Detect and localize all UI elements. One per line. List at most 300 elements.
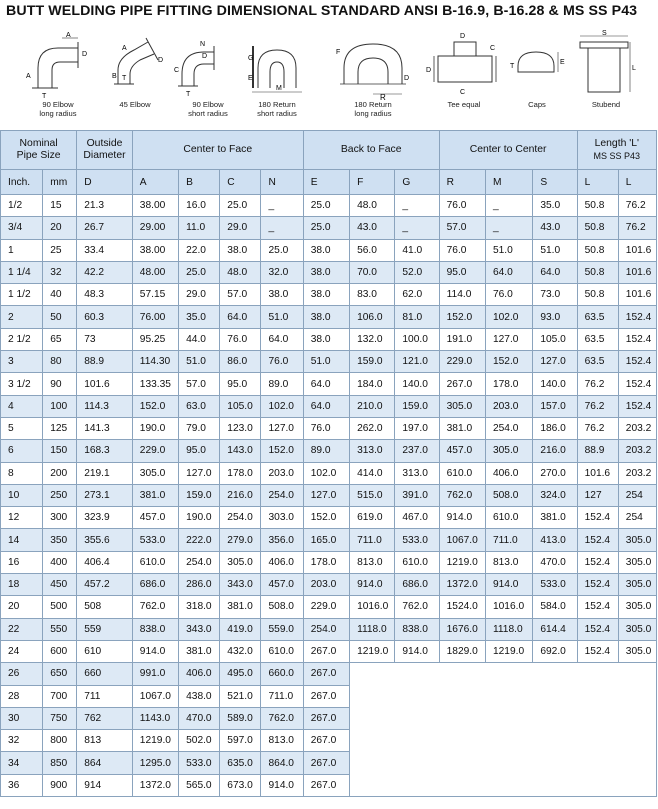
table-cell: 267.0: [303, 640, 349, 662]
table-cell: 64.0: [485, 261, 532, 283]
table-cell: 76.0: [303, 417, 349, 439]
table-cell: 305.0: [220, 551, 261, 573]
table-cell: 12: [1, 507, 43, 529]
table-cell: 711.0: [261, 685, 303, 707]
cap-icon: [508, 28, 566, 100]
column-header: M: [485, 170, 532, 195]
center-to-face-header: Center to Face: [132, 131, 303, 170]
table-cell: 40: [43, 284, 77, 306]
table-cell: 10: [1, 484, 43, 506]
table-cell: 762: [77, 707, 133, 729]
table-cell: 305.0: [618, 574, 656, 596]
table-cell: 914.0: [485, 574, 532, 596]
table-cell: 83.0: [350, 284, 395, 306]
table-cell: 838.0: [132, 618, 178, 640]
table-cell: 4: [1, 395, 43, 417]
table-cell: 52.0: [395, 261, 439, 283]
table-cell: 313.0: [350, 440, 395, 462]
table-cell: 381.0: [533, 507, 577, 529]
table-cell: 20: [43, 217, 77, 239]
table-cell: 1219.0: [485, 640, 532, 662]
table-cell: 711.0: [485, 529, 532, 551]
table-row: [1, 484, 657, 506]
table-cell: 51.0: [303, 351, 349, 373]
table-cell: 597.0: [220, 730, 261, 752]
table-row: [1, 618, 657, 640]
table-cell: 152.4: [577, 574, 618, 596]
table-row: [1, 574, 657, 596]
table-cell: 203.2: [618, 417, 656, 439]
table-row: [1, 306, 657, 328]
table-cell: 254.0: [303, 618, 349, 640]
svg-text:D: D: [158, 57, 164, 64]
elbow-90-long-radius-figure: [22, 28, 94, 130]
table-cell: 813.0: [261, 730, 303, 752]
table-cell: 38.00: [132, 239, 178, 261]
table-cell: 127.0: [261, 417, 303, 439]
table-cell: 610.0: [261, 640, 303, 662]
table-cell: 88.9: [577, 440, 618, 462]
figure-caption: 180 Return: [354, 100, 392, 109]
table-cell: 48.0: [350, 195, 395, 217]
table-cell: 44.0: [179, 328, 220, 350]
table-cell: 51.0: [485, 239, 532, 261]
table-cell: 123.0: [220, 417, 261, 439]
table-cell: 1067.0: [132, 685, 178, 707]
table-cell: 914.0: [132, 640, 178, 662]
table-cell: 470.0: [179, 707, 220, 729]
table-cell: 57.15: [132, 284, 178, 306]
svg-text:L: L: [632, 65, 636, 72]
table-cell: _: [485, 195, 532, 217]
table-cell: 50.8: [577, 261, 618, 283]
table-cell: 100.0: [395, 328, 439, 350]
table-cell: 127.0: [485, 328, 532, 350]
table-cell: 88.9: [77, 351, 133, 373]
table-cell: 38.0: [303, 284, 349, 306]
table-cell: 29.0: [179, 284, 220, 306]
column-header: L: [618, 170, 656, 195]
table-cell: 76.0: [485, 284, 532, 306]
table-cell: 457.0: [132, 507, 178, 529]
column-header: C: [220, 170, 261, 195]
table-cell: 267.0: [303, 774, 349, 796]
table-cell: 254.0: [261, 484, 303, 506]
table-cell: 438.0: [179, 685, 220, 707]
table-row: [1, 284, 657, 306]
table-cell: 254: [618, 484, 656, 506]
table-cell: 28: [1, 685, 43, 707]
stubend-figure: [570, 28, 642, 130]
column-header: B: [179, 170, 220, 195]
elbow-90-short-radius-icon: [172, 28, 244, 100]
table-cell: 1829.0: [439, 640, 485, 662]
column-header: A: [132, 170, 178, 195]
table-cell: 93.0: [533, 306, 577, 328]
table-cell: 864.0: [261, 752, 303, 774]
table-cell: 711: [77, 685, 133, 707]
table-cell: 178.0: [220, 462, 261, 484]
center-to-center-header: Center to Center: [439, 131, 577, 170]
table-cell: 1067.0: [439, 529, 485, 551]
table-cell: 48.3: [77, 284, 133, 306]
table-cell: 457.2: [77, 574, 133, 596]
table-cell: 80: [43, 351, 77, 373]
table-cell: 318.0: [179, 596, 220, 618]
table-cell: 32: [43, 261, 77, 283]
table-cell: 20: [1, 596, 43, 618]
table-cell: 356.0: [261, 529, 303, 551]
table-cell: 850: [43, 752, 77, 774]
table-cell: 2 1/2: [1, 328, 43, 350]
table-cell: 152.0: [485, 351, 532, 373]
table-cell: 565.0: [179, 774, 220, 796]
table-cell: 57.0: [439, 217, 485, 239]
table-cell: 686.0: [395, 574, 439, 596]
figure-caption: 90 Elbow: [42, 100, 74, 109]
table-cell: 229.0: [303, 596, 349, 618]
table-cell: 43.0: [533, 217, 577, 239]
table-cell: 400: [43, 551, 77, 573]
table-cell: 57.0: [220, 284, 261, 306]
tee-equal-figure: [424, 28, 504, 130]
table-cell: 127.0: [303, 484, 349, 506]
svg-text:E: E: [248, 75, 253, 82]
table-cell: 132.0: [350, 328, 395, 350]
table-cell: 1372.0: [439, 574, 485, 596]
table-cell: 11.0: [179, 217, 220, 239]
table-cell: 76.0: [220, 328, 261, 350]
table-cell: 152.0: [132, 395, 178, 417]
table-cell: 619.0: [350, 507, 395, 529]
table-cell: 237.0: [395, 440, 439, 462]
table-cell: 38.0: [303, 239, 349, 261]
table-cell: 521.0: [220, 685, 261, 707]
return-180-short-radius-icon: [246, 28, 308, 100]
svg-text:F: F: [336, 49, 341, 56]
table-cell: 25.0: [303, 195, 349, 217]
table-cell: 381.0: [439, 417, 485, 439]
table-cell: 38.0: [261, 284, 303, 306]
table-cell: 190.0: [132, 417, 178, 439]
table-cell: 3: [1, 351, 43, 373]
figure-caption: short radius: [257, 109, 297, 118]
table-cell: 24: [1, 640, 43, 662]
table-row: [1, 640, 657, 662]
table-cell: 229.0: [132, 440, 178, 462]
return-180-long-radius-figure: [330, 28, 416, 130]
table-cell: 600: [43, 640, 77, 662]
table-cell: 254.0: [485, 417, 532, 439]
table-cell: 32: [1, 730, 43, 752]
table-cell: 1 1/4: [1, 261, 43, 283]
table-row: [1, 261, 657, 283]
figure-caption: long radius: [354, 109, 392, 118]
svg-text:R: R: [380, 93, 386, 100]
table-cell: 35.0: [533, 195, 577, 217]
table-cell: 50: [43, 306, 77, 328]
column-header: E: [303, 170, 349, 195]
table-cell: 614.4: [533, 618, 577, 640]
table-cell: 29.0: [220, 217, 261, 239]
table-cell: 700: [43, 685, 77, 707]
table-cell: 914.0: [261, 774, 303, 796]
figure-caption: long radius: [39, 109, 77, 118]
table-cell: 22: [1, 618, 43, 640]
table-cell: 711.0: [350, 529, 395, 551]
table-cell: 414.0: [350, 462, 395, 484]
table-cell: 152.4: [577, 507, 618, 529]
table-cell: 305.0: [618, 596, 656, 618]
table-cell: 762.0: [439, 484, 485, 506]
table-cell: 140.0: [395, 373, 439, 395]
table-cell: 14: [1, 529, 43, 551]
table-cell: 559.0: [261, 618, 303, 640]
table-cell: 152.0: [261, 440, 303, 462]
return-180-short-radius-figure: [246, 28, 308, 130]
table-cell: 323.9: [77, 507, 133, 529]
table-cell: 1524.0: [439, 596, 485, 618]
table-cell: 305.0: [439, 395, 485, 417]
table-cell: 95.0: [179, 440, 220, 462]
table-cell: 38.0: [303, 328, 349, 350]
table-cell: 133.35: [132, 373, 178, 395]
table-cell: 650: [43, 663, 77, 685]
table-cell: 95.25: [132, 328, 178, 350]
table-cell: 457.0: [439, 440, 485, 462]
table-cell: 508: [77, 596, 133, 618]
table-cell: 305.0: [618, 640, 656, 662]
table-cell: 152.4: [577, 640, 618, 662]
table-cell: 254: [618, 507, 656, 529]
table-cell: 143.0: [220, 440, 261, 462]
table-cell: 64.0: [220, 306, 261, 328]
table-cell: 76.2: [618, 217, 656, 239]
table-cell: 41.0: [395, 239, 439, 261]
table-cell: 168.3: [77, 440, 133, 462]
table-cell: 26: [1, 663, 43, 685]
table-cell: 381.0: [132, 484, 178, 506]
table-cell: 57.0: [179, 373, 220, 395]
table-cell: 273.1: [77, 484, 133, 506]
table-cell: 70.0: [350, 261, 395, 283]
table-cell: 762.0: [261, 707, 303, 729]
column-header: S: [533, 170, 577, 195]
table-cell: 313.0: [395, 462, 439, 484]
table-cell: 813: [77, 730, 133, 752]
column-header: mm: [43, 170, 77, 195]
table-cell: 254.0: [220, 507, 261, 529]
svg-text:C: C: [174, 67, 180, 74]
table-cell: 3 1/2: [1, 373, 43, 395]
table-row: [1, 596, 657, 618]
table-row: [1, 217, 657, 239]
svg-text:B: B: [112, 73, 117, 80]
table-cell: 203.0: [303, 574, 349, 596]
table-cell: 114.0: [439, 284, 485, 306]
table-cell: 63.5: [577, 328, 618, 350]
table-cell: 5: [1, 417, 43, 439]
table-cell: 305.0: [618, 551, 656, 573]
table-cell: 216.0: [220, 484, 261, 506]
table-cell: 95.0: [220, 373, 261, 395]
table-cell: 406.0: [179, 663, 220, 685]
table-cell: 660: [77, 663, 133, 685]
table-cell: 100: [43, 395, 77, 417]
table-cell: 165.0: [303, 529, 349, 551]
table-cell: 25: [43, 239, 77, 261]
table-cell: 125: [43, 417, 77, 439]
table-cell: 178.0: [303, 551, 349, 573]
table-cell: 250: [43, 484, 77, 506]
dimensions-table: [0, 130, 657, 797]
table-cell: 63.5: [577, 306, 618, 328]
table-cell: 1219.0: [132, 730, 178, 752]
table-cell: 1295.0: [132, 752, 178, 774]
table-cell: 406.4: [77, 551, 133, 573]
table-cell: 1219.0: [439, 551, 485, 573]
table-cell: 36: [1, 774, 43, 796]
figure-caption: short radius: [188, 109, 228, 118]
table-cell: 432.0: [220, 640, 261, 662]
table-cell: 381.0: [220, 596, 261, 618]
table-cell: 73.0: [533, 284, 577, 306]
table-cell: 343.0: [179, 618, 220, 640]
svg-text:D: D: [404, 75, 410, 82]
return-180-long-radius-icon: [330, 28, 416, 100]
table-cell: 533.0: [132, 529, 178, 551]
table-row: [1, 417, 657, 439]
table-cell: 127: [577, 484, 618, 506]
table-cell: 34: [1, 752, 43, 774]
table-cell: 48.00: [132, 261, 178, 283]
empty-region: [350, 663, 657, 797]
table-cell: 73: [77, 328, 133, 350]
table-cell: 762.0: [132, 596, 178, 618]
table-row: [1, 373, 657, 395]
fitting-drawings-strip: [0, 28, 658, 130]
length-header: Length 'L' MS SS P43: [577, 131, 656, 170]
table-cell: 152.4: [618, 395, 656, 417]
table-cell: 89.0: [261, 373, 303, 395]
table-cell: 152.4: [577, 551, 618, 573]
table-cell: 2: [1, 306, 43, 328]
table-cell: 186.0: [533, 417, 577, 439]
table-cell: 286.0: [179, 574, 220, 596]
table-cell: 190.0: [179, 507, 220, 529]
table-cell: 76.2: [577, 417, 618, 439]
table-cell: 324.0: [533, 484, 577, 506]
table-row: [1, 507, 657, 529]
table-cell: 79.0: [179, 417, 220, 439]
table-cell: 381.0: [179, 640, 220, 662]
table-cell: 900: [43, 774, 77, 796]
table-cell: 152.0: [303, 507, 349, 529]
table-cell: 584.0: [533, 596, 577, 618]
table-cell: 838.0: [395, 618, 439, 640]
table-cell: 159.0: [350, 351, 395, 373]
table-cell: 686.0: [132, 574, 178, 596]
table-cell: 64.0: [533, 261, 577, 283]
column-header: G: [395, 170, 439, 195]
column-header: Inch.: [1, 170, 43, 195]
table-cell: 127.0: [179, 462, 220, 484]
table-cell: 114.3: [77, 395, 133, 417]
table-cell: 114.30: [132, 351, 178, 373]
table-cell: 63.5: [577, 351, 618, 373]
table-cell: 42.2: [77, 261, 133, 283]
svg-text:S: S: [602, 30, 607, 37]
table-cell: 267.0: [303, 707, 349, 729]
table-cell: 38.0: [303, 306, 349, 328]
table-cell: 76.2: [577, 373, 618, 395]
table-cell: 355.6: [77, 529, 133, 551]
table-cell: 64.0: [303, 395, 349, 417]
table-cell: 38.0: [220, 239, 261, 261]
table-cell: 279.0: [220, 529, 261, 551]
table-cell: 197.0: [395, 417, 439, 439]
table-cell: 303.0: [261, 507, 303, 529]
table-cell: 267.0: [303, 730, 349, 752]
table-cell: 1372.0: [132, 774, 178, 796]
table-cell: 25.0: [179, 261, 220, 283]
table-cell: 610.0: [485, 507, 532, 529]
table-cell: 1143.0: [132, 707, 178, 729]
table-cell: 105.0: [533, 328, 577, 350]
table-row: [1, 462, 657, 484]
table-cell: 559: [77, 618, 133, 640]
table-cell: 391.0: [395, 484, 439, 506]
table-cell: 95.0: [439, 261, 485, 283]
table-cell: 610.0: [395, 551, 439, 573]
svg-text:T: T: [186, 91, 191, 98]
table-cell: 26.7: [77, 217, 133, 239]
table-cell: 38.00: [132, 195, 178, 217]
table-cell: 467.0: [395, 507, 439, 529]
table-cell: 152.4: [618, 306, 656, 328]
column-header: L: [577, 170, 618, 195]
table-cell: 267.0: [303, 663, 349, 685]
table-cell: 152.4: [618, 351, 656, 373]
table-cell: 64.0: [303, 373, 349, 395]
table-cell: 32.0: [261, 261, 303, 283]
table-cell: 63.0: [179, 395, 220, 417]
table-cell: 419.0: [220, 618, 261, 640]
table-cell: 203.0: [261, 462, 303, 484]
table-cell: 692.0: [533, 640, 577, 662]
table-cell: 550: [43, 618, 77, 640]
table-cell: 343.0: [220, 574, 261, 596]
outside-diameter-header: Outside Diameter: [77, 131, 133, 170]
table-cell: 22.0: [179, 239, 220, 261]
table-cell: _: [261, 217, 303, 239]
svg-text:G: G: [248, 55, 254, 62]
table-cell: 152.4: [577, 529, 618, 551]
table-cell: 81.0: [395, 306, 439, 328]
table-cell: 914: [77, 774, 133, 796]
table-cell: 105.0: [220, 395, 261, 417]
table-row: [1, 239, 657, 261]
table-cell: 1118.0: [485, 618, 532, 640]
table-cell: 18: [1, 574, 43, 596]
table-cell: 8: [1, 462, 43, 484]
table-cell: 508.0: [261, 596, 303, 618]
table-cell: 495.0: [220, 663, 261, 685]
table-cell: 267.0: [303, 685, 349, 707]
table-cell: 159.0: [179, 484, 220, 506]
table-cell: 50.8: [577, 284, 618, 306]
table-cell: 101.6: [577, 462, 618, 484]
